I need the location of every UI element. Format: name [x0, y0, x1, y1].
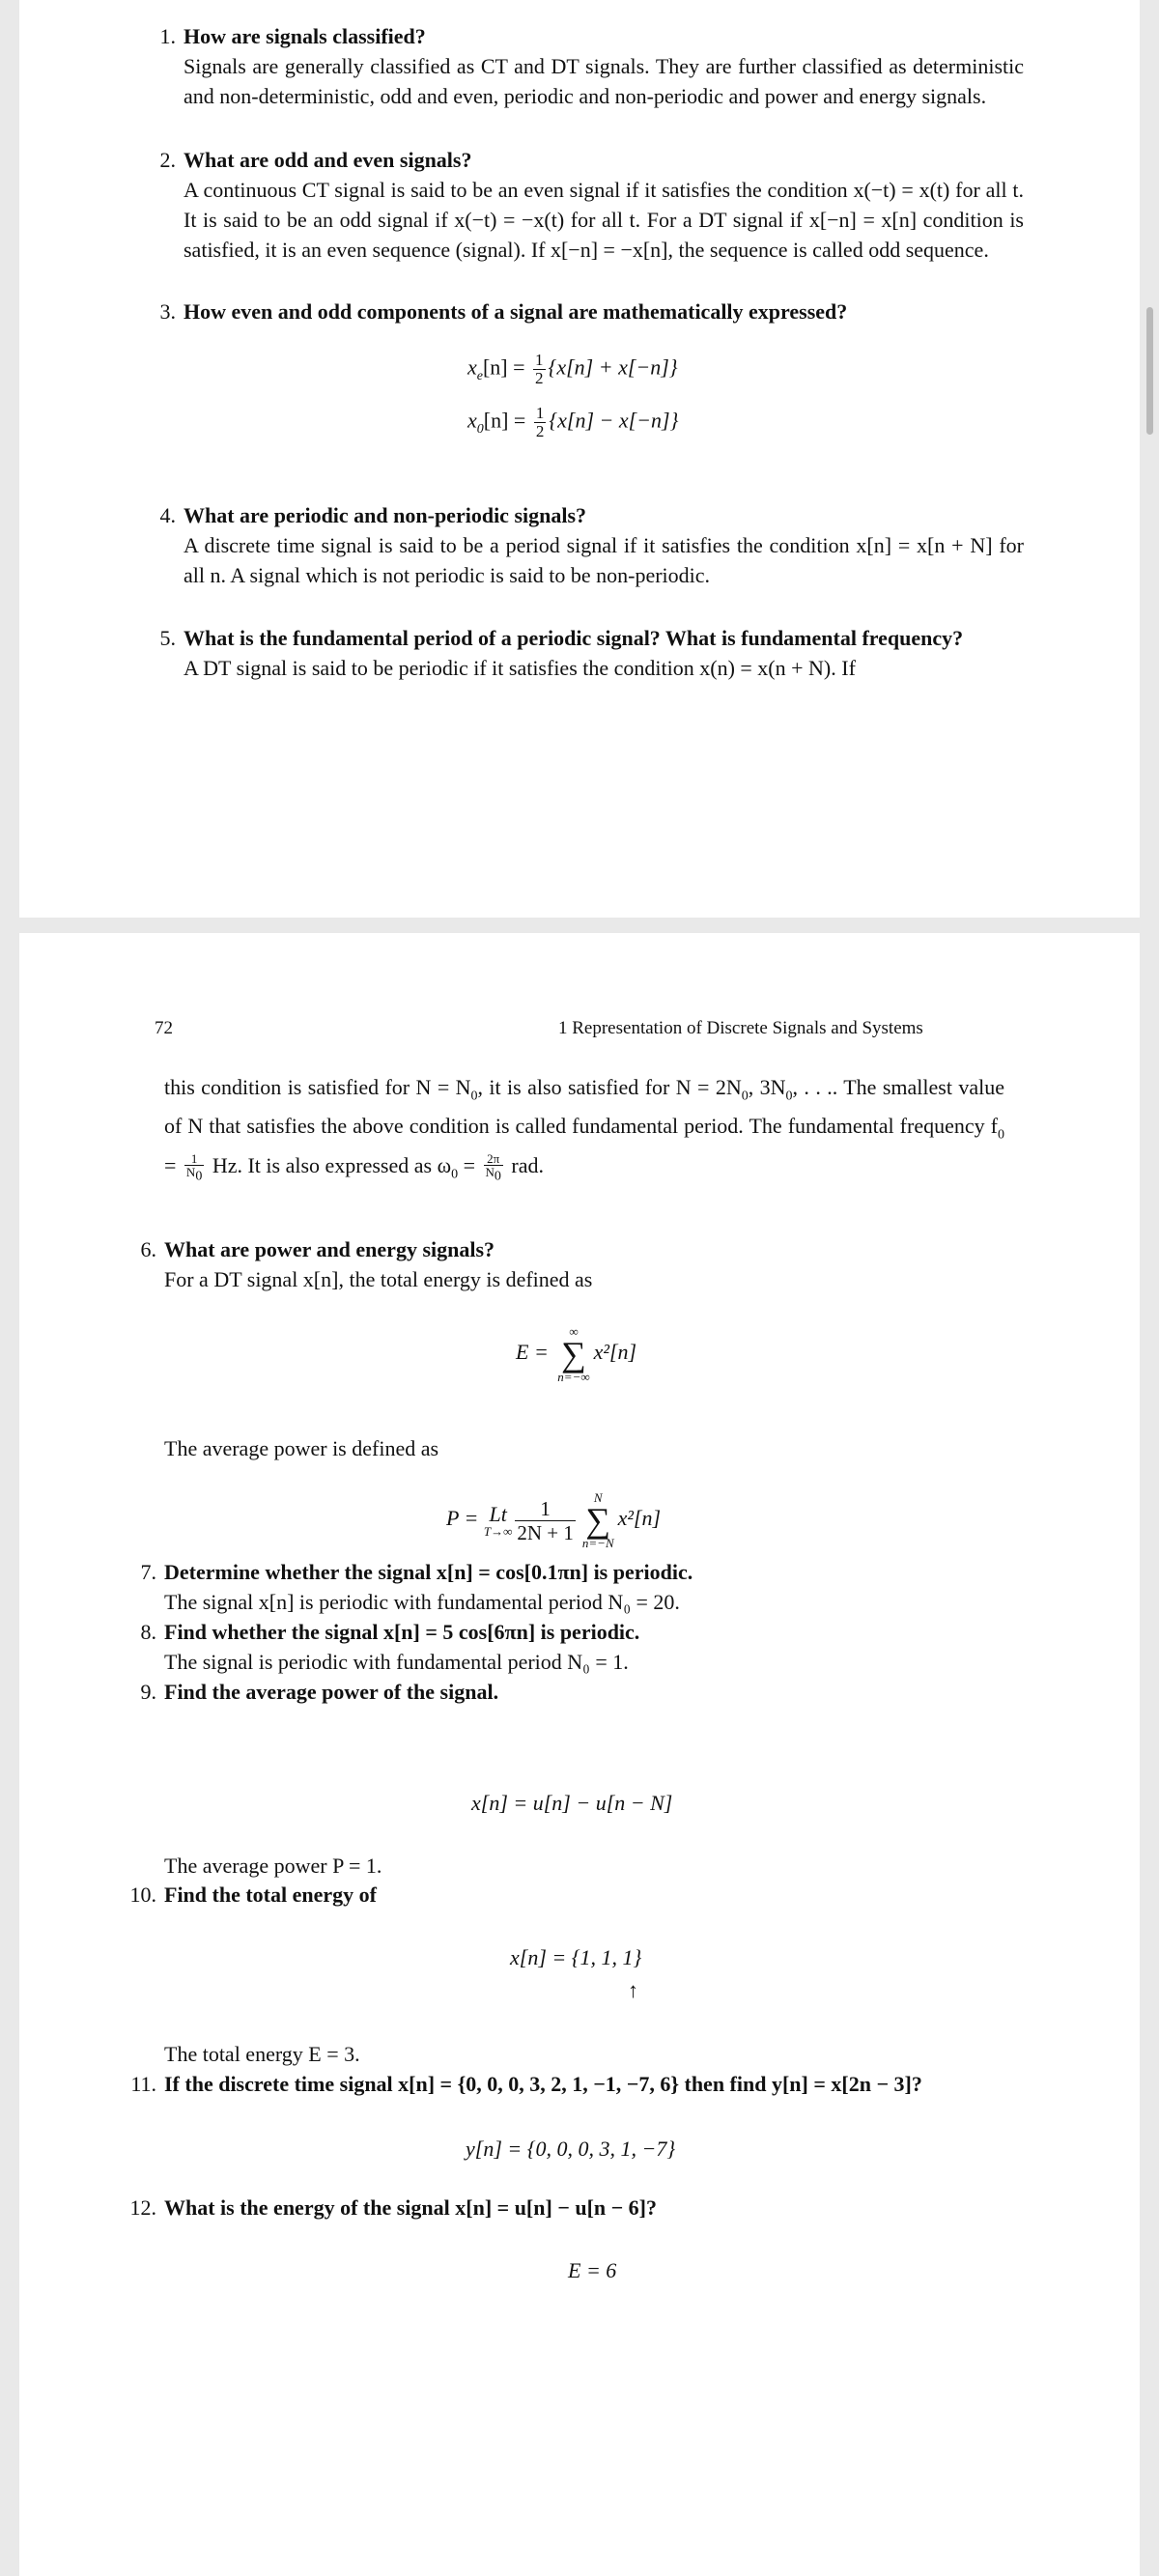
question-number: 12. [129, 2195, 156, 2220]
question-6 [140, 1234, 1004, 1294]
text-part: this condition is satisfied for N = N [164, 1075, 471, 1099]
question-number: 5. [159, 626, 176, 650]
answer-text: The average power P = 1. [164, 1854, 382, 1878]
sum-lower: n=−N [581, 1536, 614, 1550]
question-text: Find the total energy of [164, 1882, 377, 1907]
answer-text: Signals are generally classified as CT and DT signals. They are further classified as deterministic and non-deterministic, odd and even, periodic and non-periodic and power and energy signals. [184, 54, 1024, 108]
limit-sub: T→∞ [483, 1523, 513, 1539]
eq-sub: 0 [476, 421, 484, 437]
eq-rhs: {x[n] − x[−n]} [549, 408, 679, 433]
q9-equation: x[n] = u[n] − u[n − N] [471, 1791, 673, 1815]
answer-text: The average power is defined as [164, 1436, 439, 1460]
question-number: 2. [159, 148, 176, 172]
question-text: Determine whether the signal x[n] = cos[0.1πn] is periodic. [164, 1560, 693, 1584]
page-number: 72 [155, 1018, 173, 1038]
power-equation [446, 1491, 661, 1549]
fraction-num: 1 [535, 351, 544, 369]
question-number: 11. [130, 2072, 156, 2096]
q12-answer-equation: E = 6 [568, 2258, 617, 2282]
fraction-num: 1 [535, 404, 545, 422]
question-text: How even and odd components of a signal are mathematically expressed? [184, 299, 848, 324]
question-3 [159, 297, 1024, 326]
eq-lhs: x [467, 354, 477, 380]
sum-upper: N [593, 1490, 603, 1505]
question-11 [130, 2069, 1004, 2099]
fraction-den: 2 [535, 369, 544, 387]
question-9 [140, 1677, 1004, 1707]
q10-arrow: ↑ [628, 1978, 638, 2002]
running-head: 1 Representation of Discrete Signals and Systems [558, 1018, 923, 1038]
fraction [515, 1497, 576, 1544]
eq-lhs: P = [446, 1506, 484, 1531]
question-number: 1. [159, 24, 176, 48]
question-text: What are odd and even signals? [184, 148, 472, 172]
fraction-den: 2 [535, 422, 545, 440]
q10-equation: x[n] = {1, 1, 1} [510, 1945, 642, 1969]
question-7 [140, 1557, 1004, 1617]
q11-answer-equation: y[n] = {0, 0, 0, 3, 1, −7} [466, 2137, 676, 2161]
text-part: , it is also satisfied for N = 2N [477, 1075, 742, 1099]
fraction-den: 2N + 1 [517, 1520, 574, 1544]
average-power-intro [164, 1433, 1004, 1463]
question-number: 8. [140, 1620, 156, 1644]
eq-term: x²[n] [617, 1506, 662, 1531]
question-4 [159, 500, 1024, 590]
question-1 [159, 21, 1024, 111]
question-number: 7. [140, 1560, 156, 1584]
question-text: Find whether the signal x[n] = 5 cos[6πn] is periodic. [164, 1620, 640, 1644]
question-2 [159, 145, 1024, 265]
question-8 [140, 1617, 1004, 1677]
eq-sub: e [476, 368, 483, 383]
summation: N ∑ n=−N [581, 1490, 614, 1550]
question-5-continuation [164, 1072, 1004, 1189]
scrollbar-thumb[interactable] [1146, 307, 1153, 435]
question-text: What is the fundamental period of a periodic signal? What is fundamental frequency? [184, 626, 964, 650]
question-number: 10. [129, 1882, 156, 1907]
answer-text: The signal x[n] is periodic with fundamental period N₀ = 20. [164, 1590, 680, 1614]
text-part: , 3N [748, 1075, 786, 1099]
eq-lhs: x [467, 408, 477, 433]
answer-text: The signal is periodic with fundamental period N₀ = 1. [164, 1650, 629, 1674]
sum-upper: ∞ [569, 1324, 579, 1339]
question-text: What are power and energy signals? [164, 1237, 495, 1261]
question-number: 4. [159, 503, 176, 527]
q10-answer [164, 2039, 1004, 2069]
answer-text: The total energy E = 3. [164, 2042, 360, 2066]
page-1 [19, 0, 1140, 918]
question-5 [159, 623, 1024, 683]
energy-equation [516, 1325, 636, 1383]
fraction [534, 405, 547, 440]
summation: ∞ ∑ n=−∞ [557, 1324, 590, 1384]
text-part: rad. [505, 1152, 544, 1177]
question-number: 3. [159, 299, 176, 324]
question-number: 9. [140, 1680, 156, 1704]
fraction [533, 352, 546, 387]
eq-lhs: E = [516, 1340, 554, 1365]
odd-component-equation: $x_0[n]$ = $\frac{1}{2}$ {x[n] − x[−n]} [467, 404, 679, 440]
answer-text: this condition is satisfied for $N = N_0$, it is also satisfied for $N = 2N_0$, $3N_0$, . . .. The smallest value of N that satisfies the above condition is called fundamental period. The fundamental frequency $f_0$ = $\frac{1}{N_0}$ Hz. It is also expressed as $\omega_0$ = $\frac{2\pi}{N_0}$ rad. [164, 1075, 1004, 1184]
sum-lower: n=−∞ [557, 1370, 590, 1384]
answer-text: A discrete time signal is said to be a period signal if it satisfies the condition x[n] = x[n + N] for all n. A signal which is not periodic is said to be non-periodic. [184, 533, 1024, 587]
limit-op: Lt [489, 1501, 507, 1526]
question-12 [129, 2193, 1004, 2222]
q9-answer [164, 1851, 1004, 1881]
answer-text: A continuous CT signal is said to be an even signal if it satisfies the condition x(−t) = x(t) for all t. It is said to be an odd signal if x(−t) = −x(t) for all t. For a DT signal if x[−n] = x[n] condition is satisfied, it is an even sequence (signal). If x[−n] = −x[n], the sequence is called odd sequence. [184, 178, 1024, 262]
eq-rhs: {x[n] + x[−n]} [548, 354, 678, 380]
question-number: 6. [140, 1237, 156, 1261]
text-part: , . . .. The smallest value of N that satisfies the above condition is called fundamental period. The fundamental frequency f [164, 1075, 1004, 1139]
limit [483, 1501, 513, 1539]
eq-term: x²[n] [593, 1340, 637, 1365]
even-component-equation: $x_e[n]$ = $\frac{1}{2}$ {x[n] + x[−n]} [467, 351, 678, 387]
question-text: What is the energy of the signal x[n] = u[n] − u[n − 6]? [164, 2195, 658, 2220]
question-text: What are periodic and non-periodic signals? [184, 503, 587, 527]
fraction-num: 1 [515, 1497, 576, 1521]
text-part: Hz. It is also expressed as [207, 1152, 433, 1177]
question-text: Find the average power of the signal. [164, 1680, 499, 1704]
answer-text: A DT signal is said to be periodic if it satisfies the condition x(n) = x(n + N). If [184, 656, 856, 680]
answer-text: For a DT signal x[n], the total energy is defined as [164, 1267, 593, 1291]
question-text: How are signals classified? [184, 24, 426, 48]
question-10 [129, 1880, 1004, 1910]
question-text: If the discrete time signal x[n] = {0, 0, 0, 3, 2, 1, −1, −7, 6} then find y[n] = x[2n − 3]? [164, 2072, 922, 2096]
